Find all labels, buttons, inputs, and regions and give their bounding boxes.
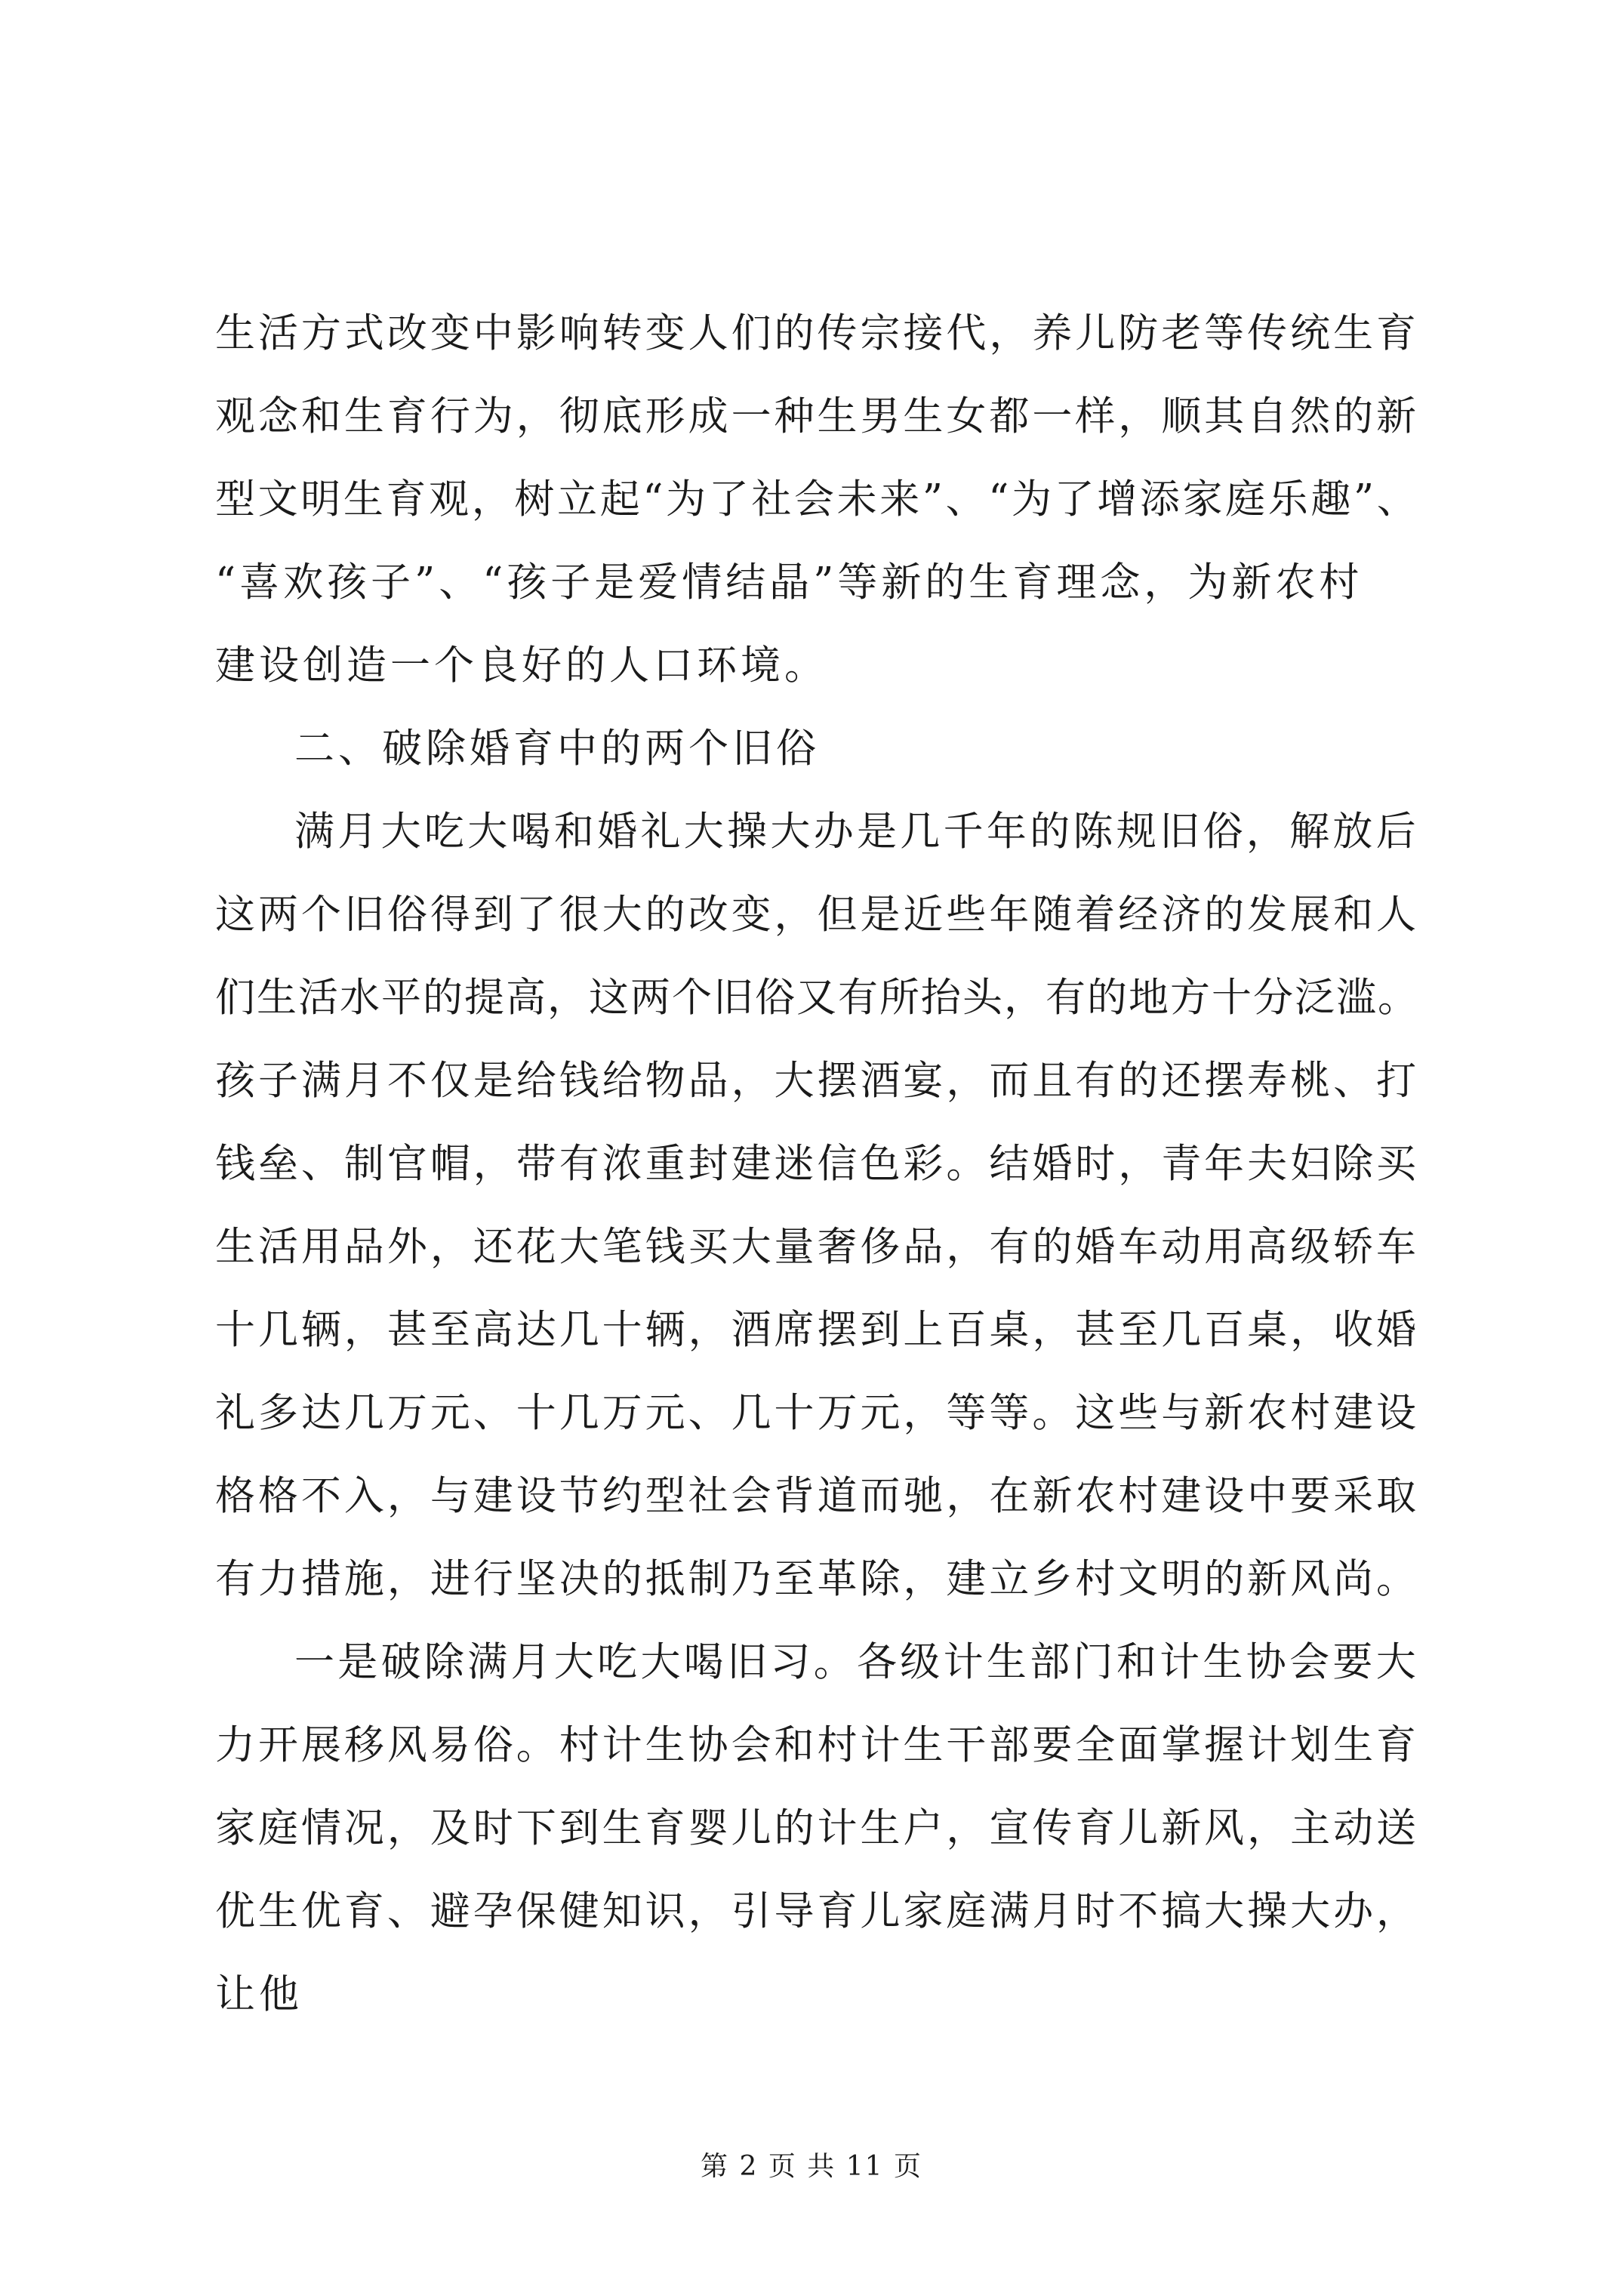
body-line: “喜欢孩子”、“孩子是爱情结晶”等新的生育理念，为新农村 [215,559,1363,606]
body-line: 十几辆，甚至高达几十辆，酒席摆到上百桌，甚至几百桌，收婚 [215,1307,1419,1353]
body-line: 们生活水平的提高，这两个旧俗又有所抬头，有的地方十分泛滥。 [215,975,1419,1021]
body-line: 力开展移风易俗。村计生协会和村计生干部要全面掌握计划生育 [215,1722,1419,1768]
body-line: 优生优育、避孕保健知识，引导育儿家庭满月时不搞大操大办， [215,1888,1419,1934]
body-line: 生活用品外，还花大笔钱买大量奢侈品，有的婚车动用高级轿车 [215,1224,1419,1270]
body-line: 格格不入，与建设节约型社会背道而驰，在新农村建设中要采取 [215,1473,1419,1519]
body-line: 礼多达几万元、十几万元、几十万元，等等。这些与新农村建设 [215,1390,1419,1436]
body-line: 让他 [215,1971,303,2017]
page-number-footer: 第 2 页 共 11 页 [701,2151,922,2182]
body-line: 建设创造一个良好的人口环境。 [215,643,828,689]
body-line: 这两个旧俗得到了很大的改变，但是近些年随着经济的发展和人 [215,892,1419,938]
paragraph-first-line: 一是破除满月大吃大喝旧习。各级计生部门和计生协会要大 [294,1639,1419,1685]
body-line: 家庭情况，及时下到生育婴儿的计生户，宣传育儿新风，主动送 [215,1805,1419,1851]
body-line: 有力措施，进行坚决的抵制乃至革除，建立乡村文明的新风尚。 [215,1556,1419,1602]
paragraph-first-line: 满月大吃大喝和婚礼大操大办是几千年的陈规旧俗，解放后 [294,809,1419,855]
body-line: 生活方式改变中影响转变人们的传宗接代，养儿防老等传统生育 [215,310,1419,356]
body-line: 型文明生育观，树立起“为了社会未来”、“为了增添家庭乐趣”、 [215,476,1420,522]
body-line: 钱垒、制官帽，带有浓重封建迷信色彩。结婚时，青年夫妇除买 [215,1141,1419,1187]
section-heading: 二、破除婚育中的两个旧俗 [294,726,820,772]
body-line: 孩子满月不仅是给钱给物品，大摆酒宴，而且有的还摆寿桃、打 [215,1058,1419,1104]
body-line: 观念和生育行为，彻底形成一种生男生女都一样，顺其自然的新 [215,393,1419,439]
